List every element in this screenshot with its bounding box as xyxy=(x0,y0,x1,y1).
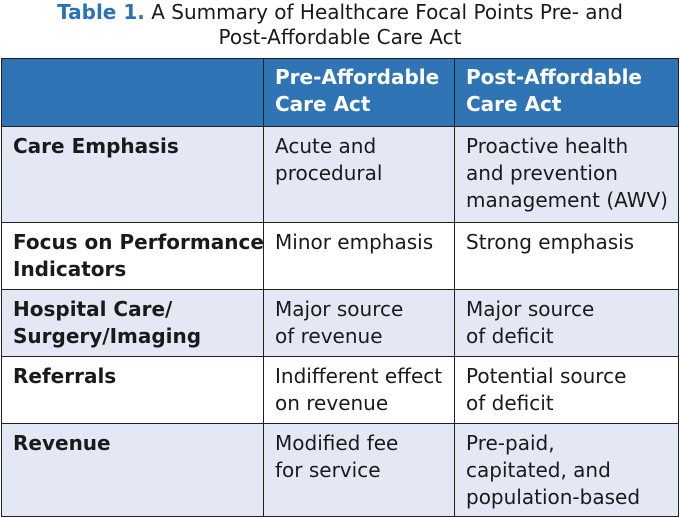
post-aca-cell xyxy=(455,357,679,424)
row-label-line: Hospital Care/ xyxy=(13,297,173,321)
pre-aca-line: Acute and xyxy=(275,134,377,158)
post-aca-line: capitated, and xyxy=(466,458,611,482)
caption-line-1 xyxy=(0,0,680,25)
header-cell-post-aca xyxy=(455,59,679,127)
post-aca-cell xyxy=(455,223,679,290)
row-label-line: Referrals xyxy=(13,364,117,388)
post-aca-line: population-based xyxy=(466,485,641,509)
table-row-hospital-care xyxy=(2,290,679,357)
header-row xyxy=(2,59,679,127)
table-row-revenue xyxy=(2,424,679,517)
header-post-line-1: Post-Affordable xyxy=(466,65,642,89)
post-aca-line: Proactive health xyxy=(466,134,629,158)
pre-aca-cell xyxy=(264,223,455,290)
row-label-line: Revenue xyxy=(13,431,111,455)
row-label-line: Indicators xyxy=(13,257,127,281)
table-row-referrals xyxy=(2,357,679,424)
post-aca-line: Potential source xyxy=(466,364,627,388)
pre-aca-cell xyxy=(264,127,455,223)
post-aca-cell xyxy=(455,290,679,357)
table-caption xyxy=(0,0,680,58)
row-label-cell xyxy=(2,357,264,424)
row-label-cell xyxy=(2,290,264,357)
post-aca-line: of deficit xyxy=(466,391,554,415)
pre-aca-line: Indifferent effect xyxy=(275,364,443,388)
header-cell-empty xyxy=(2,59,264,127)
row-label-line: Care Emphasis xyxy=(13,134,179,158)
post-aca-cell xyxy=(455,127,679,223)
caption-title-part-1: A Summary of Healthcare Focal Points Pre- and xyxy=(151,0,623,24)
post-aca-line: and prevention xyxy=(466,161,618,185)
row-label-cell xyxy=(2,127,264,223)
pre-aca-line: procedural xyxy=(275,161,383,185)
pre-aca-line: Major source xyxy=(275,297,404,321)
row-label-cell xyxy=(2,223,264,290)
pre-aca-line: Minor emphasis xyxy=(275,230,434,254)
pre-aca-cell xyxy=(264,290,455,357)
pre-aca-cell xyxy=(264,424,455,517)
table-row-performance-indicators xyxy=(2,223,679,290)
post-aca-cell xyxy=(455,424,679,517)
header-pre-line-1: Pre-Affordable xyxy=(275,65,440,89)
caption-label: Table 1. xyxy=(57,0,145,24)
post-aca-line: Major source xyxy=(466,297,595,321)
caption-title-part-2: Post-Affordable Care Act xyxy=(218,25,462,49)
table-row-care-emphasis xyxy=(2,127,679,223)
pre-aca-line: on revenue xyxy=(275,391,389,415)
header-cell-pre-aca xyxy=(264,59,455,127)
pre-aca-line: for service xyxy=(275,458,381,482)
header-pre-line-2: Care Act xyxy=(275,92,371,116)
row-label-cell xyxy=(2,424,264,517)
post-aca-line: of deficit xyxy=(466,324,554,348)
post-aca-line: Pre-paid, xyxy=(466,431,555,455)
summary-table xyxy=(1,58,679,517)
header-post-line-2: Care Act xyxy=(466,92,562,116)
row-label-line: Surgery/Imaging xyxy=(13,324,202,348)
pre-aca-line: of revenue xyxy=(275,324,383,348)
pre-aca-cell xyxy=(264,357,455,424)
row-label-line: Focus on Performance xyxy=(13,230,264,254)
pre-aca-line: Modified fee xyxy=(275,431,399,455)
post-aca-line: Strong emphasis xyxy=(466,230,635,254)
post-aca-line: management (AWV) xyxy=(466,188,668,212)
